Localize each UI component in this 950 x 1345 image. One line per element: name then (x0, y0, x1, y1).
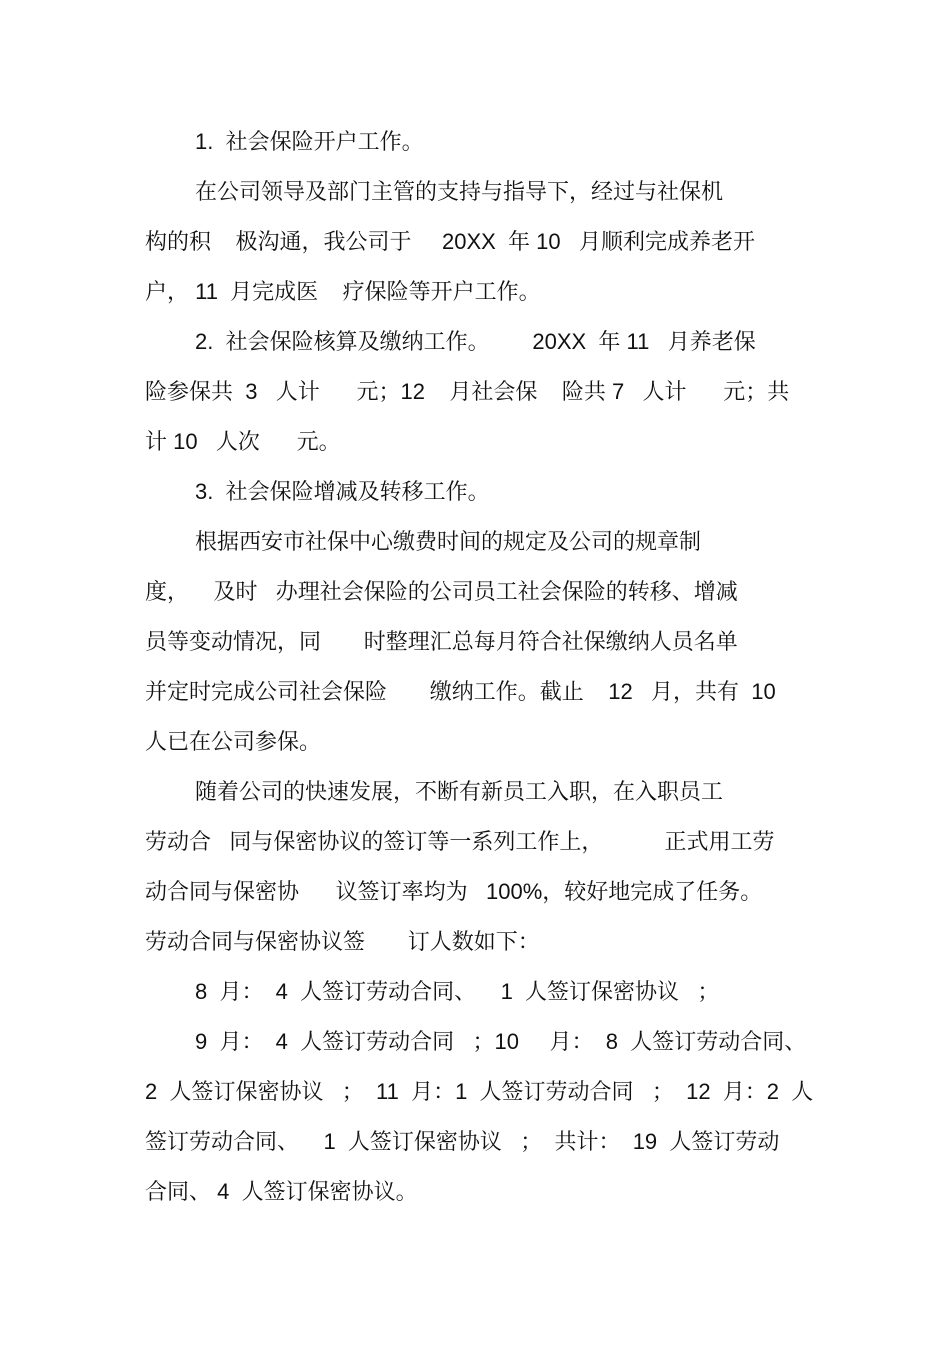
text-line: 3. 社会保险增减及转移工作。 (195, 479, 490, 504)
text-line: 根据西安市社保中心缴费时间的规定及公司的规章制 (195, 529, 702, 554)
text-line: 在公司领导及部门主管的支持与指导下，经过与社保机 (195, 179, 724, 204)
text-line: 计 10 人次 元。 (145, 429, 341, 454)
text-line: 2 人签订保密协议 ； 11 月：1 人签订劳动合同 ； 12 月：2 人 (145, 1079, 814, 1104)
text-line: 人已在公司参保。 (145, 729, 322, 754)
text-line: 户， 11 月完成医 疗保险等开户工作。 (145, 279, 541, 304)
text-line: 随着公司的快速发展，不断有新员工入职，在入职员工 (195, 779, 724, 804)
text-line: 劳动合 同与保密协议的签订等一系列工作上， 正式用工劳 (145, 829, 775, 854)
text-line: 9 月： 4 人签订劳动合同 ；10 月： 8 人签订劳动合同、 (195, 1029, 807, 1054)
text-line: 构的积 极沟通，我公司于 20XX 年 10 月顺利完成养老开 (145, 229, 755, 254)
text-line: 1. 社会保险开户工作。 (195, 129, 424, 154)
text-line: 劳动合同与保密协议签 订人数如下： (145, 929, 540, 954)
text-line: 动合同与保密协 议签订率均为 100%，较好地完成了任务。 (145, 879, 763, 904)
text-line: 险参保共 3 人计 元；12 月社会保 险共 7 人计 元；共 (145, 379, 790, 404)
text-line: 签订劳动合同、 1 人签订保密协议 ； 共计： 19 人签订劳动 (145, 1129, 780, 1154)
text-line: 8 月： 4 人签订劳动合同、 1 人签订保密协议 ； (195, 979, 720, 1004)
text-line: 员等变动情况，同 时整理汇总每月符合社保缴纳人员名单 (145, 629, 738, 654)
text-line: 2. 社会保险核算及缴纳工作。 20XX 年 11 月养老保 (195, 329, 756, 354)
text-line: 度， 及时 办理社会保险的公司员工社会保险的转移、增减 (145, 579, 738, 604)
text-line: 并定时完成公司社会保险 缴纳工作。截止 12 月，共有 10 (145, 679, 776, 704)
text-line: 合同、 4 人签订保密协议。 (145, 1179, 418, 1204)
